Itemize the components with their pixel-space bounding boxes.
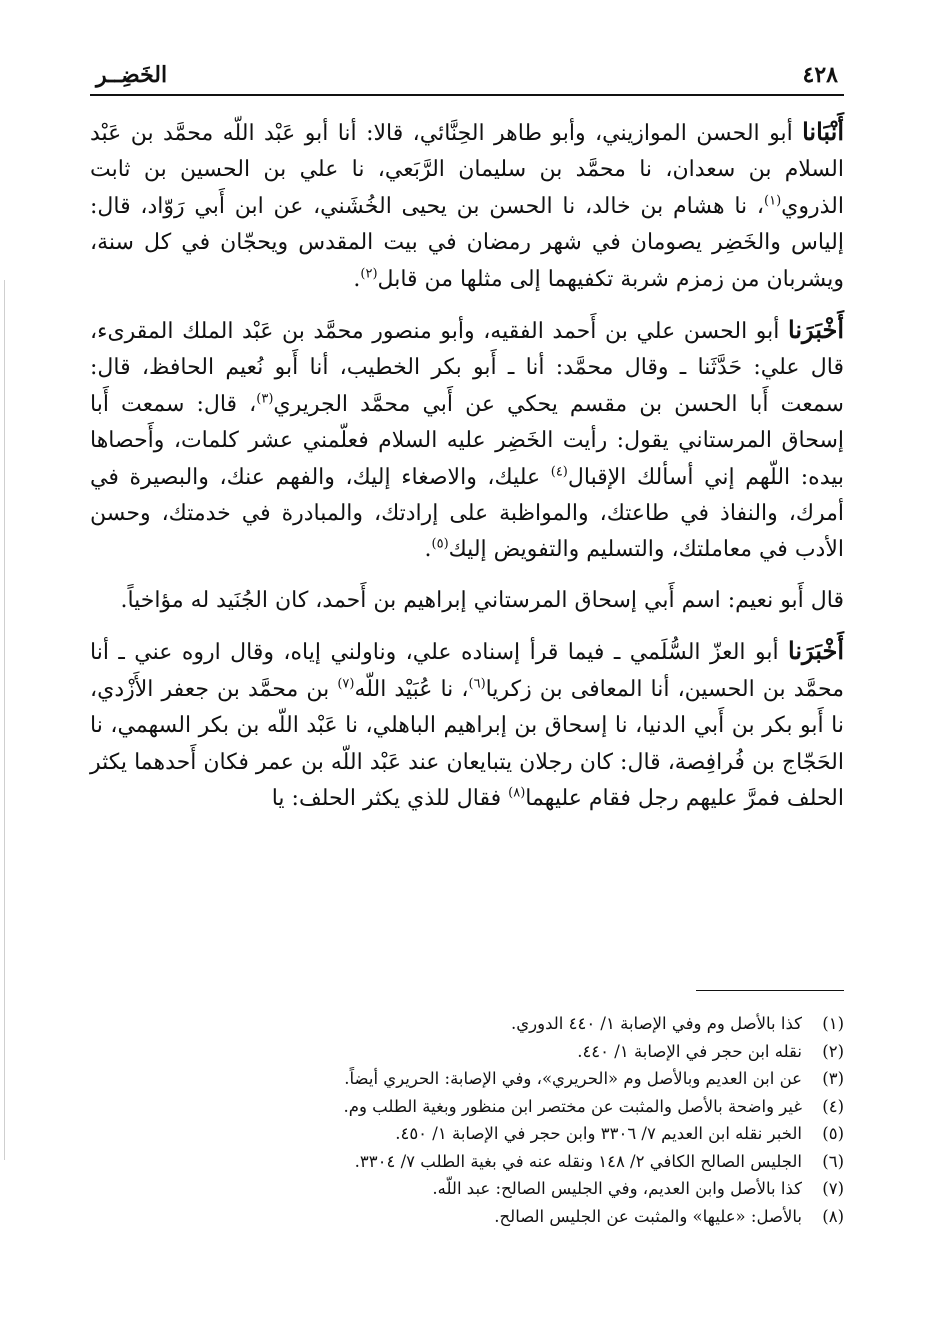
paragraph: [90, 312, 844, 569]
paragraph: [90, 583, 844, 619]
text-segment: ، قال: سمعت أَبا إسحاق المرستاني يقول: رأيت الخَضِر عليه السلام فعلّمني عشر كلمات، وأَحصاها بيده: اللّهم إني أسألك الإقبال: [90, 391, 844, 490]
footnote: [90, 1038, 844, 1066]
text-segment: ، نا عُبَيْد اللّه: [354, 676, 469, 702]
footnote-separator: [696, 990, 844, 991]
paragraph-lead-word: أَخْبَرَنا: [788, 636, 844, 666]
footnote-text: الخبر نقله ابن العديم ٧/ ٣٣٠٦ وابن حجر في الإصابة ١/ ٤٥٠.: [395, 1124, 802, 1143]
footnote-number: (٤): [822, 1096, 844, 1116]
footnote-number: (٣): [822, 1069, 844, 1088]
footnote-number: (٥): [822, 1124, 844, 1143]
footnote: [90, 1148, 844, 1176]
text-segment: فقال للذي يكثر الحلف: يا: [271, 785, 509, 811]
footnote-ref[interactable]: (٨): [508, 785, 526, 801]
footnote-ref[interactable]: (٥): [431, 537, 449, 553]
footnote-number: (١): [822, 1014, 844, 1033]
footnote: [90, 1175, 844, 1203]
paragraph: [90, 633, 844, 817]
text-segment: عليك، والاصغاء إليك، والفهم عنك، والبصيرة في أمرك، والنفاذ في طاعتك، والمواظبة على إرادتك، والمبادرة في خدمتك، وحسن الأدب في معاملتك، والتسليم والتفويض إليك: [90, 464, 844, 563]
text-segment: أبو الحسن علي بن أَحمد الفقيه، وأبو منصور محمَّد بن عَبْد الملك المقرىء، قال علي: حَدَّثَنا ـ وقال محمَّد: أنا ـ أَبو بكر الخطيب، أنا أَبو نُعيم الحافظ، قال: سمعت أَبا الحسن بن مقسم يحكي عن أَبي محمَّد الجريري: [90, 319, 844, 417]
footnote-ref[interactable]: (٣): [256, 391, 274, 407]
footnote: [90, 1120, 844, 1148]
text-segment: ، نا هشام بن خالد، نا الحسن بن يحيى الخُشَني، عن ابن أَبي رَوّاد، قال: إلياس والخَضِر يصومان في شهر رمضان في بيت المقدس ويحجّان في كل سنة، ويشربان من زمزم شربة تكفيهما إلى مثلها من قابل: [90, 193, 844, 292]
footnote: [90, 1093, 844, 1121]
footnote-text: الجليس الصالح الكافي ٢/ ١٤٨ ونقله عنه في بغية الطلب ٧/ ٣٣٠٤.: [354, 1151, 802, 1171]
footnote-ref[interactable]: (١): [764, 193, 782, 209]
text-segment: أبو العزّ السُّلَمي ـ فيما قرأ إسناده علي، وناولني إياه، وقال اروه عني ـ أنا محمَّد بن الحسين، أنا المعافى بن زكريا: [90, 640, 844, 702]
footnote-ref[interactable]: (٦): [468, 676, 486, 692]
footnote-text: نقله ابن حجر في الإصابة ١/ ٤٤٠.: [577, 1041, 802, 1061]
footnote-ref[interactable]: (٢): [360, 266, 378, 282]
paragraph: [90, 114, 844, 298]
footnotes: [90, 1010, 844, 1230]
footnote-text: كذا بالأصل وابن العديم، وفي الجليس الصالح: عبد اللّه.: [432, 1179, 802, 1198]
text-segment: قال أَبو نعيم: اسم أَبي إسحاق المرستاني إبراهيم بن أَحمد، كان الجُنَيد له مؤاخياً.: [120, 587, 844, 613]
running-title: الخَضِــر: [96, 62, 168, 88]
footnote-text: كذا بالأصل وم وفي الإصابة ١/ ٤٤٠ الدوري.: [510, 1014, 802, 1033]
scan-margin-line: [4, 280, 5, 1160]
page-header: [90, 60, 844, 96]
footnote: [90, 1203, 844, 1231]
text-segment: أبو الحسن الموازيني، وأبو طاهر الحِنَّائي، قالا: أنا أبو عَبْد اللّه محمَّد بن عَبْد السلام بن سعدان، نا محمَّد بن سليمان الرَّبَعي، نا علي بن الحسين بن ثابت الذروي: [90, 121, 844, 219]
footnote-ref[interactable]: (٤): [550, 464, 568, 480]
footnote-text: غير واضحة بالأصل والمثبت عن مختصر ابن منظور وبغية الطلب وم.: [343, 1096, 802, 1116]
footnote-text: بالأصل: «عليها» والمثبت عن الجليس الصالح.: [494, 1206, 802, 1226]
text-segment: بن محمَّد بن جعفر الأَزْدي، نا أَبو بكر بن أَبي الدنيا، نا إسحاق بن إبراهيم الباهلي، نا عَبْد اللّه بن بكر السهمي، نا الحَجّاج بن فُرافِصة، قال: كان رجلان يتبايعان عند عَبْد اللّه بن عمر فكان أَحدهما يكثر الحلف فمرَّ عليهم رجل فقام عليهما: [90, 676, 844, 811]
paragraph-lead-word: أَخْبَرَنا: [788, 315, 844, 345]
footnote-number: (٦): [822, 1151, 844, 1171]
footnote-number: (٨): [822, 1206, 844, 1226]
footnote-text: عن ابن العديم وبالأصل وم «الحريري»، وفي الإصابة: الحريري أيضاً.: [344, 1069, 802, 1088]
footnote-ref[interactable]: (٧): [337, 676, 355, 692]
footnote: [90, 1065, 844, 1093]
footnote: [90, 1010, 844, 1038]
paragraph-lead-word: أَنْبَانا: [802, 117, 844, 146]
text-segment: .: [424, 537, 432, 563]
footnote-number: (٢): [822, 1041, 844, 1061]
main-text: [90, 114, 844, 817]
text-segment: .: [353, 266, 361, 292]
footnote-number: (٧): [822, 1179, 844, 1198]
page-number: ٤٢٨: [802, 62, 838, 88]
